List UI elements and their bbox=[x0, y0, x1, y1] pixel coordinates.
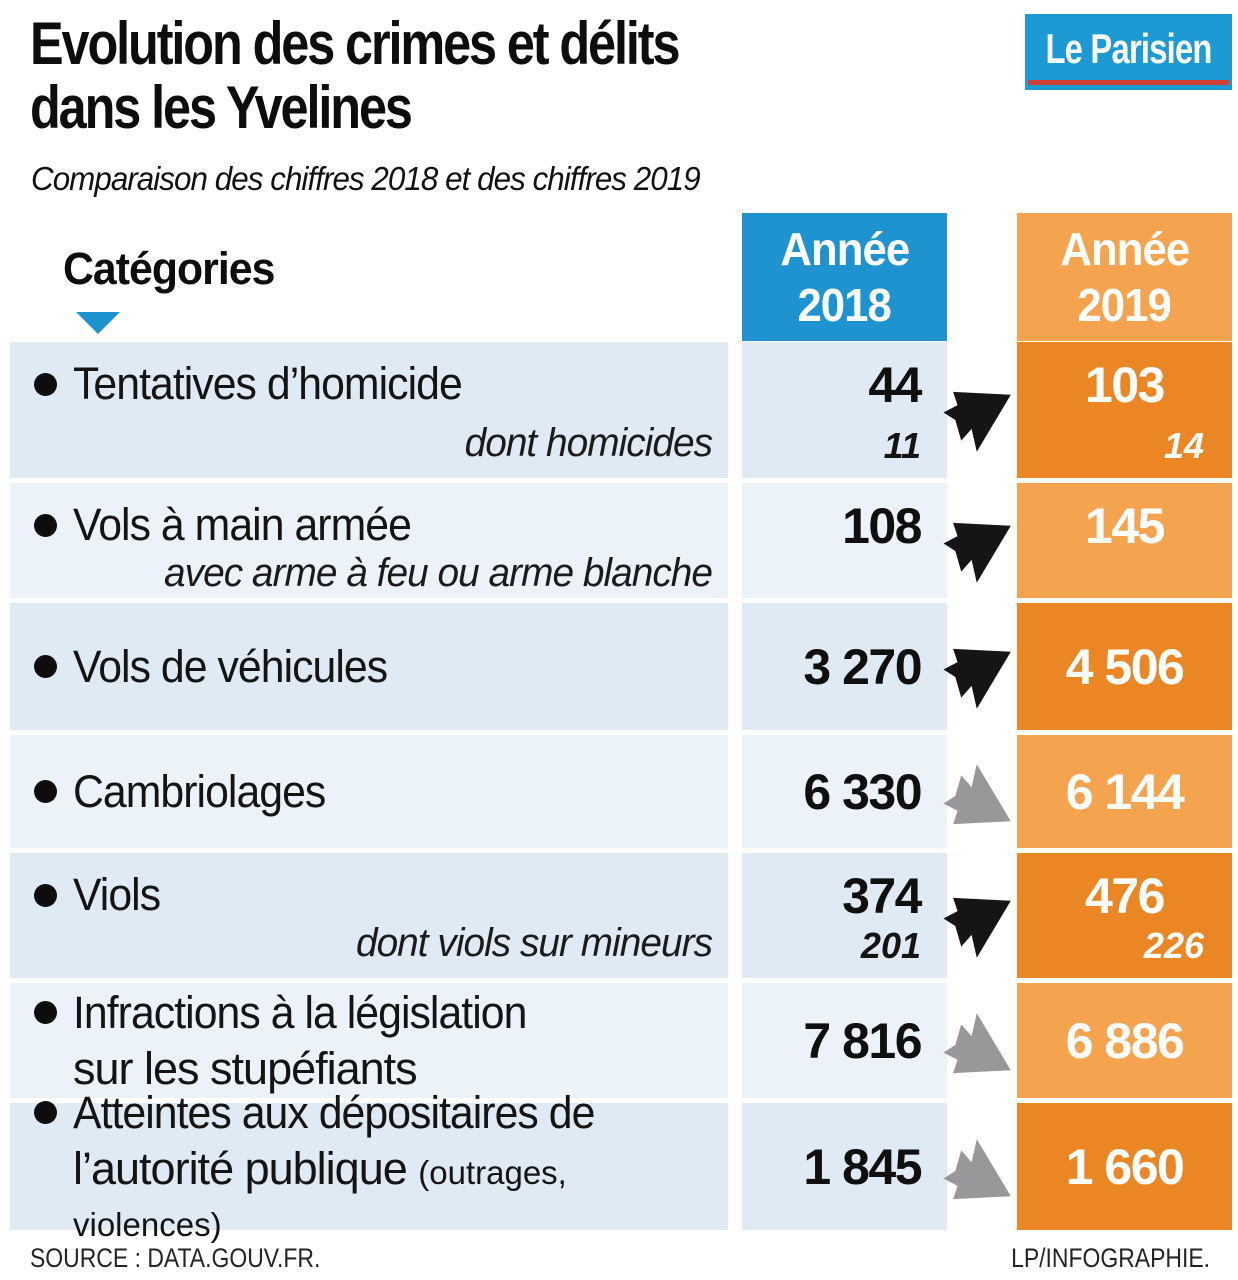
category-cell bbox=[10, 483, 728, 598]
category-sub-label: dont homicides bbox=[464, 421, 712, 465]
value-2019: 4 506 bbox=[1065, 638, 1184, 695]
trend-arrow-cell bbox=[941, 483, 1017, 598]
value-2018-cell bbox=[742, 853, 947, 978]
category-label: Atteintes aux dépositaires de bbox=[73, 1086, 595, 1138]
category-label: Vols de véhicules bbox=[73, 640, 388, 692]
column-header-2019-line2: 2019 bbox=[1077, 279, 1172, 331]
value-2018-cell bbox=[742, 342, 947, 478]
page-title-line2: dans les Yvelines bbox=[30, 74, 411, 142]
value-2019-cell bbox=[1017, 603, 1232, 730]
value-2018-cell bbox=[742, 735, 947, 848]
category-label-line2-text: l’autorité publique bbox=[73, 1142, 407, 1194]
trend-down-arrow-icon bbox=[942, 1124, 1016, 1224]
trend-down-arrow-icon bbox=[942, 749, 1016, 849]
bullet-icon bbox=[34, 373, 57, 396]
value-2018-sub: 11 bbox=[883, 425, 921, 466]
category-note: (outrages, violences) bbox=[73, 1153, 567, 1243]
value-2019: 103 bbox=[1085, 357, 1164, 413]
category-label-line bbox=[34, 1087, 712, 1139]
trend-up-arrow-icon bbox=[942, 367, 1016, 467]
credit-caption: LP/INFOGRAPHIE. bbox=[1011, 1243, 1210, 1273]
value-2018-cell bbox=[742, 483, 947, 598]
bullet-icon bbox=[34, 1101, 57, 1124]
page-subtitle: Comparaison des chiffres 2018 et des chiffres 2019 bbox=[31, 160, 700, 197]
category-label-line2-text: sur les stupéfiants bbox=[73, 1042, 417, 1094]
category-label: Cambriolages bbox=[73, 765, 326, 817]
value-2019-sub: 14 bbox=[1163, 425, 1204, 466]
trend-arrow-cell bbox=[941, 342, 1017, 478]
value-2019: 145 bbox=[1085, 498, 1164, 554]
value-2019-cell bbox=[1017, 342, 1232, 478]
value-2019-cell bbox=[1017, 483, 1232, 598]
category-label-line2 bbox=[34, 1143, 712, 1247]
le-parisien-logo bbox=[1025, 14, 1232, 90]
table-row bbox=[0, 983, 1238, 1098]
category-label: Infractions à la législation bbox=[73, 986, 527, 1038]
value-2018: 374 bbox=[842, 868, 921, 924]
category-cell bbox=[10, 1086, 728, 1243]
category-cell bbox=[10, 342, 728, 478]
category-sub-label: dont viols sur mineurs bbox=[355, 921, 712, 965]
table-row bbox=[0, 603, 1238, 730]
value-2019: 476 bbox=[1085, 868, 1164, 924]
column-header-2019-line1: Année bbox=[1060, 222, 1189, 275]
category-label-line bbox=[34, 499, 712, 551]
bullet-icon bbox=[34, 514, 57, 537]
value-2018: 7 816 bbox=[803, 1012, 921, 1069]
category-label: Viols bbox=[73, 869, 161, 920]
value-2019-cell bbox=[1017, 1103, 1232, 1230]
value-2018: 6 330 bbox=[803, 763, 921, 820]
value-2018-cell bbox=[742, 603, 947, 730]
categories-column-header: Catégories bbox=[63, 243, 275, 294]
category-sub-label: avec arme à feu ou arme blanche bbox=[164, 551, 713, 595]
trend-arrow-cell bbox=[941, 603, 1017, 730]
value-2018: 1 845 bbox=[803, 1138, 921, 1195]
column-header-2018-line2: 2018 bbox=[797, 279, 892, 331]
table-row bbox=[0, 1086, 1238, 1243]
logo-red-stripe bbox=[1028, 80, 1229, 85]
trend-arrow-cell bbox=[941, 853, 1017, 978]
value-2018: 44 bbox=[868, 357, 921, 413]
category-cell bbox=[10, 853, 728, 978]
value-2019-cell bbox=[1017, 983, 1232, 1098]
category-label-line bbox=[34, 641, 712, 693]
value-2018-cell bbox=[742, 983, 947, 1098]
page-title-line1: Evolution des crimes et délits bbox=[30, 10, 679, 77]
category-label-line bbox=[34, 987, 712, 1039]
trend-up-arrow-icon bbox=[942, 498, 1016, 598]
table-row bbox=[0, 483, 1238, 598]
value-2019-cell bbox=[1017, 853, 1232, 978]
bullet-icon bbox=[34, 884, 57, 907]
category-label: Tentatives d’homicide bbox=[73, 358, 462, 409]
value-2019-sub: 226 bbox=[1143, 925, 1204, 966]
bullet-icon bbox=[34, 780, 57, 803]
trend-up-arrow-icon bbox=[942, 624, 1016, 724]
trend-arrow-cell bbox=[941, 983, 1017, 1098]
page-title bbox=[30, 12, 678, 140]
category-label-line bbox=[34, 358, 712, 410]
source-caption: SOURCE : DATA.GOUV.FR. bbox=[30, 1243, 321, 1273]
triangle-down-icon bbox=[76, 312, 120, 334]
le-parisien-logo-text: Le Parisien bbox=[1045, 25, 1212, 72]
trend-down-arrow-icon bbox=[942, 998, 1016, 1098]
trend-arrow-cell bbox=[941, 1103, 1017, 1230]
value-2018: 108 bbox=[842, 498, 921, 554]
category-label-line bbox=[34, 766, 712, 818]
column-header-2018-line1: Année bbox=[780, 222, 909, 275]
trend-arrow-cell bbox=[941, 735, 1017, 848]
column-header-2018 bbox=[742, 213, 947, 341]
table-row bbox=[0, 342, 1238, 478]
category-cell bbox=[10, 603, 728, 730]
value-2018: 3 270 bbox=[803, 638, 921, 695]
table-row bbox=[0, 735, 1238, 848]
trend-up-arrow-icon bbox=[942, 873, 1016, 973]
category-cell bbox=[10, 735, 728, 848]
value-2018-cell bbox=[742, 1103, 947, 1230]
category-label-line bbox=[34, 869, 712, 921]
column-header-2019 bbox=[1017, 213, 1232, 341]
category-label: Vols à main armée bbox=[73, 499, 411, 550]
value-2019-cell bbox=[1017, 735, 1232, 848]
table-row bbox=[0, 853, 1238, 978]
bullet-icon bbox=[34, 655, 57, 678]
category-cell bbox=[10, 983, 728, 1098]
value-2018-sub: 201 bbox=[860, 925, 921, 966]
value-2019: 1 660 bbox=[1065, 1138, 1184, 1195]
bullet-icon bbox=[34, 1001, 57, 1024]
value-2019: 6 886 bbox=[1065, 1012, 1184, 1069]
value-2019: 6 144 bbox=[1065, 763, 1184, 820]
